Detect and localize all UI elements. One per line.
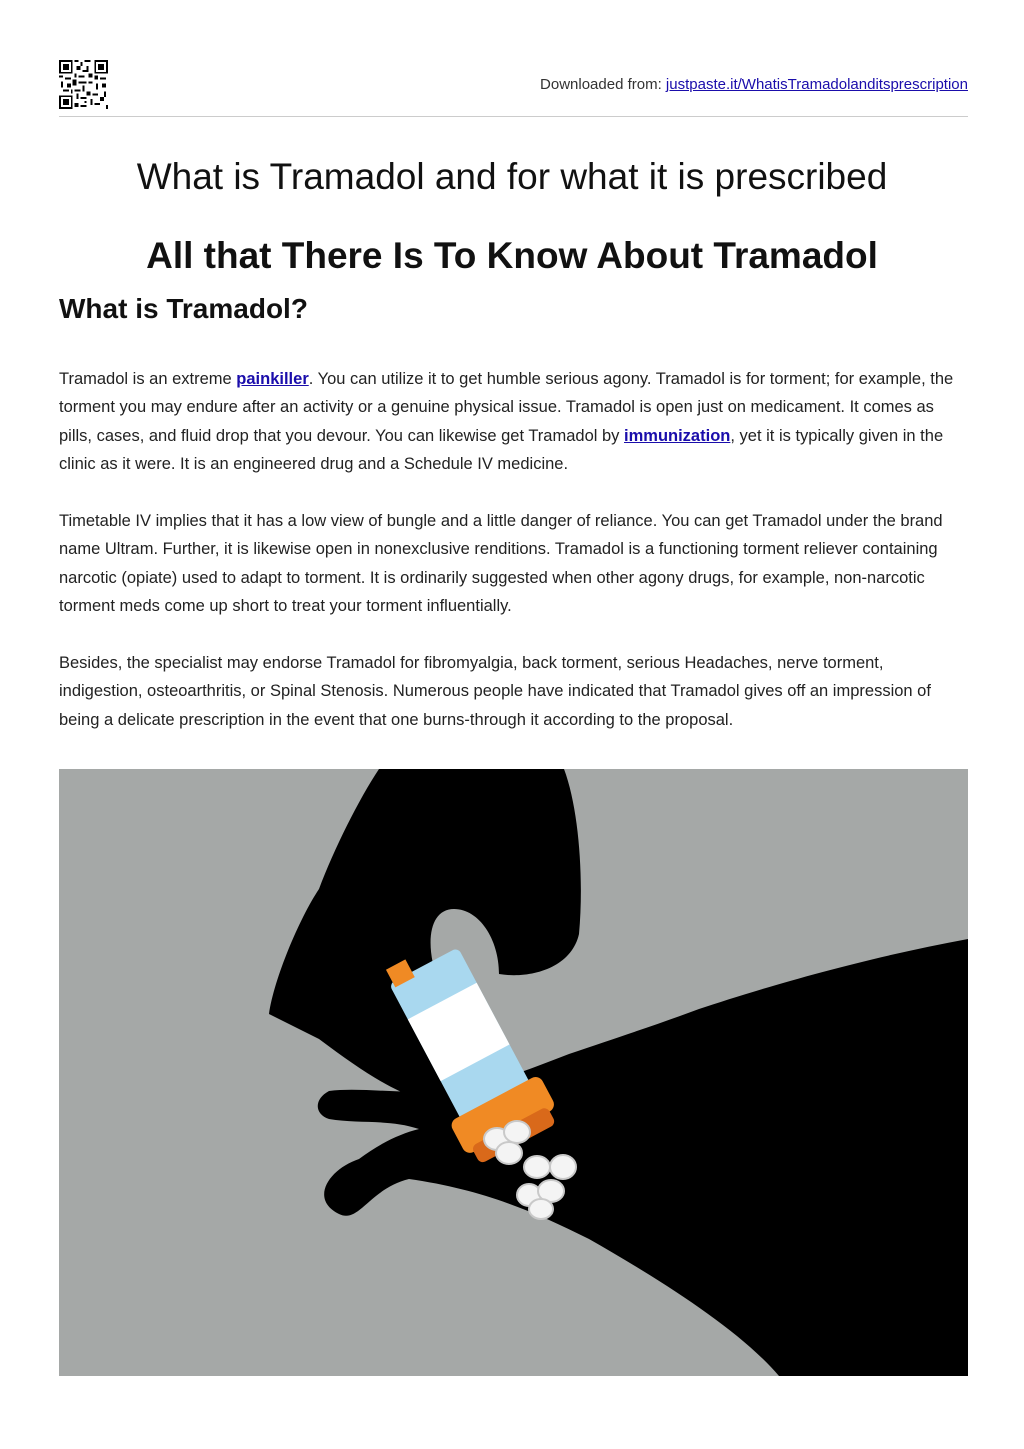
downloaded-label: Downloaded from: — [540, 76, 666, 93]
download-source — [540, 76, 968, 93]
painkiller-link[interactable]: painkiller — [236, 370, 309, 388]
paragraph-2: Timetable IV implies that it has a low view of bungle and a little danger of reliance. You can get Tramadol under the brand name Ultram. Further, it is likewise open in nonexclusive renditions. Tramadol is a functioning torment reliever containing narcotic (opiate) used to adapt to torment. It is ordinarily suggested when other agony drugs, for example, non-narcotic torment meds come up short to treat your torment influentially. — [59, 512, 943, 616]
section-heading: What is Tramadol? — [59, 293, 308, 324]
immunization-link[interactable]: immunization — [624, 426, 731, 445]
source-link[interactable]: justpaste.it/WhatisTramadolanditsprescription — [665, 76, 968, 93]
article-subtitle: All that There Is To Know About Tramadol — [146, 235, 878, 276]
qr-code-icon — [59, 60, 108, 109]
page-title: What is Tramadol and for what it is prescribed — [136, 156, 888, 197]
paragraph-1-text-c: , yet it is typically given in the clinic as it were. It is an engineered drug and a Schedule IV medicine. — [59, 426, 944, 474]
pill-bottle-illustration — [59, 769, 968, 1376]
paragraph-1 — [59, 365, 971, 479]
paragraph-3: Besides, the specialist may endorse Tramadol for fibromyalgia, back torment, serious Headaches, nerve torment, indigestion, osteoarthritis, or Spinal Stenosis. Numerous people have indicated that Tramadol gives off an impression of being a delicate prescription in the event that one burns-through it according to the proposal. — [59, 654, 931, 729]
paragraph-1-text-a: Tramadol is an extreme — [59, 370, 237, 388]
paragraph-1-text-b: . You can utilize it to get humble serious agony. Tramadol is for torment; for example, the torment you may endure after an activity or a genuine physical issue. Tramadol is open just on medicament. It comes as pills, cases, and fluid drop that you devour. You can likewise get Tramadol by — [59, 370, 954, 445]
hands-silhouette-image — [59, 769, 968, 1376]
page-header — [59, 60, 968, 117]
